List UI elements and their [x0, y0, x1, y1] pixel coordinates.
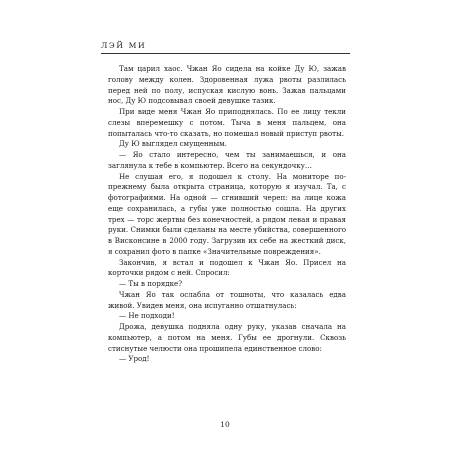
paragraph: Закончив, я встал и подошел к Чжан Яо. Присел на корточки рядом с ней. Спросил:	[108, 257, 346, 278]
paragraph: — Урод!	[119, 354, 150, 364]
paragraph: Не слушая его, я подошел к столу. На мониторе по-прежнему была открыта страница, которую я изучал. Та, с фотографиями. На одной — сгнивший череп: на лице кожа еще сохранилась, а губы уже полностью сошла. На других трех — торс жертвы без конечностей, а рядом левая и правая руки. Снимки были сделаны на месте убийства, совершенного в Висконсине в 2000 году. Загрузив их себе на жесткий диск, я сохранил фото в папке «Значительные повреждения».	[108, 171, 346, 256]
paragraph: — Яо стало интересно, чем ты занимаешься, и она заглянула к тебе в компьютер. Всего на секундочку…	[108, 150, 346, 170]
page-number: 10	[220, 420, 230, 429]
paragraph: — Ты в порядке?	[119, 279, 183, 288]
paragraph: Там царил хаос. Чжан Яо сидела на койке Ду Ю, зажав голову между колен. Здоровенная лужа рвоты разлилась перед ней по полу, испуская кислую вонь. Зажав пальцами нос, Ду Ю подсовывал своей девушке тазик.	[108, 64, 346, 106]
running-head: ЛЭЙ МИ	[101, 41, 147, 50]
paragraph: Чжан Яо так ослабла от тошноты, что казалась едва живой. Увидев меня, она испуганно отшатнулась:	[108, 289, 346, 310]
paragraph: При виде меня Чжан Яо приподнялась. По ее лицу текли слезы вперемешку с потом. Тыча в меня пальцем, она попыталась что-то сказать, но помешал новый приступ рвоты.	[108, 107, 346, 138]
body-text	[108, 64, 346, 365]
paragraph: Ду Ю выглядел смущенным.	[119, 139, 227, 149]
paragraph: — Не подходи!	[119, 311, 175, 321]
header-rule	[101, 53, 350, 54]
paragraph: Дрожа, девушка подняла одну руку, указав сначала на компьютер, а потом на меня. Губы ее дрогнули. Сквозь стиснутые челюсти она прошипела единственное слово:	[108, 322, 346, 353]
